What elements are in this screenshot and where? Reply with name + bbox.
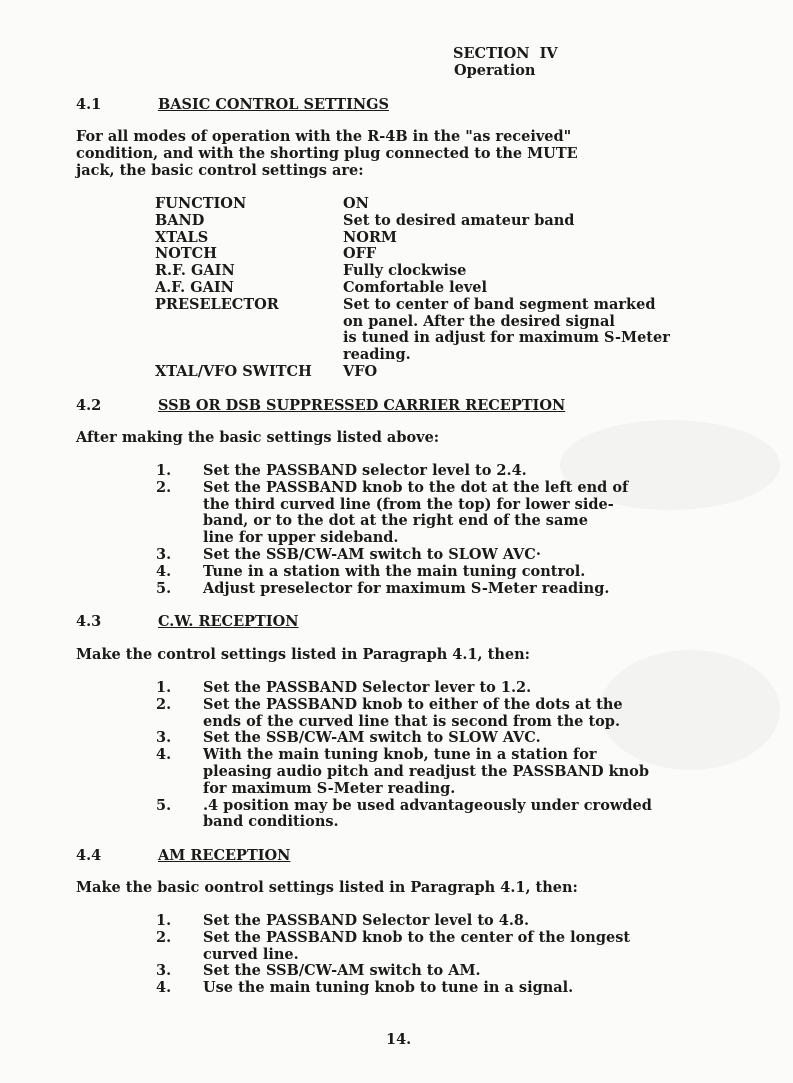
heading-number: 4.4 — [76, 847, 102, 864]
setting-row — [155, 263, 723, 280]
text-line: Set the SSB/CW-AM switch to SLOW AVC· — [203, 545, 541, 563]
list-item-number: 1. — [156, 912, 172, 929]
setting-value — [343, 280, 723, 297]
heading-title: BASIC CONTROL SETTINGS — [158, 96, 389, 113]
list-item — [156, 564, 628, 581]
heading-title: SSB OR DSB SUPPRESSED CARRIER RECEPTION — [158, 397, 566, 414]
list-item-number: 2. — [156, 928, 172, 946]
list-item — [156, 463, 628, 480]
setting-control-name: NOTCH — [155, 245, 217, 263]
text-line: Set the PASSBAND knob to the center of the longest — [203, 928, 631, 946]
list-item-text — [203, 463, 527, 480]
setting-row — [155, 364, 723, 381]
setting-value — [343, 230, 723, 247]
paragraph-4-1-intro — [76, 129, 726, 179]
setting-control-name: PRESELECTOR — [155, 295, 279, 313]
list-item-number: 3. — [156, 545, 172, 563]
list-4-3 — [156, 680, 652, 831]
text-line: VFO — [343, 362, 378, 380]
list-item-number: 4. — [156, 562, 172, 580]
list-item-text — [203, 480, 628, 547]
list-item-number: 1. — [156, 462, 172, 479]
list-item-text — [203, 564, 585, 581]
list-item — [156, 581, 628, 598]
list-item — [156, 798, 652, 832]
setting-control-name: XTALS — [155, 228, 209, 246]
text-line: the third curved line (from the top) for lower side- — [203, 495, 614, 513]
text-line: Set the PASSBAND knob to the dot at the left end of — [203, 478, 629, 496]
text-line: ends of the curved line that is second from the top. — [203, 712, 620, 730]
text-line: Set the PASSBAND knob to either of the dots at the — [203, 695, 623, 713]
setting-row — [155, 230, 723, 247]
text-line: Fully clockwise — [343, 262, 467, 280]
text-line: band conditions. — [203, 813, 339, 831]
list-item — [156, 697, 652, 731]
setting-row — [155, 280, 723, 297]
list-item-number: 4. — [156, 979, 172, 997]
section-title: SECTION IV — [453, 45, 558, 62]
setting-control-name: XTAL/VFO SWITCH — [155, 362, 312, 380]
list-item-text — [203, 913, 529, 930]
setting-row — [155, 246, 723, 263]
text-line: for maximum S-Meter reading. — [203, 779, 456, 797]
text-line: Use the main tuning knob to tune in a signal. — [203, 979, 574, 997]
list-item-text — [203, 747, 649, 797]
text-line: Set to center of band segment marked — [343, 295, 656, 313]
settings-table — [155, 196, 723, 381]
text-line: jack, the basic control settings are: — [76, 161, 364, 179]
text-line: Make the basic oontrol settings listed in Paragraph 4.1, then: — [76, 879, 578, 896]
text-line: Adjust preselector for maximum S-Meter reading. — [203, 579, 610, 597]
text-line: curved line. — [203, 945, 299, 963]
heading-title: AM RECEPTION — [158, 847, 291, 864]
list-item — [156, 680, 652, 697]
text-line: line for upper sideband. — [203, 529, 399, 547]
setting-row — [155, 297, 723, 364]
text-line: is tuned in adjust for maximum S-Meter — [343, 329, 670, 347]
text-line: on panel. After the desired signal — [343, 312, 615, 330]
setting-control-name: A.F. GAIN — [155, 278, 234, 296]
heading-number: 4.3 — [76, 613, 102, 630]
text-line: After making the basic settings listed above: — [76, 429, 440, 446]
list-item-number: 3. — [156, 962, 172, 980]
setting-control-name: FUNCTION — [155, 195, 247, 212]
text-line: For all modes of operation with the R-4B in the "as received" — [76, 128, 572, 145]
text-line: Set the SSB/CW-AM switch to AM. — [203, 962, 481, 980]
text-line: Set the SSB/CW-AM switch to SLOW AVC. — [203, 729, 541, 747]
list-item — [156, 913, 630, 930]
text-line: Comfortable level — [343, 278, 488, 296]
setting-value — [343, 263, 723, 280]
setting-value — [343, 297, 723, 364]
heading-number: 4.1 — [76, 96, 102, 113]
text-line: pleasing audio pitch and readjust the PASSBAND knob — [203, 762, 649, 780]
text-line: Set to desired amateur band — [343, 211, 575, 229]
text-line: condition, and with the shorting plug connected to the MUTE — [76, 144, 578, 162]
text-line: Set the PASSBAND Selector lever to 1.2. — [203, 679, 532, 696]
setting-control-name: R.F. GAIN — [155, 262, 235, 280]
setting-value — [343, 364, 723, 381]
paragraph-4-3-intro — [76, 647, 726, 664]
list-4-4 — [156, 913, 630, 997]
setting-row — [155, 196, 723, 213]
setting-value — [343, 196, 723, 213]
text-line: NORM — [343, 228, 397, 246]
heading-title: C.W. RECEPTION — [158, 613, 299, 630]
text-line: Tune in a station with the main tuning control. — [203, 562, 586, 580]
list-item — [156, 930, 630, 964]
list-item-text — [203, 930, 630, 964]
text-line: With the main tuning knob, tune in a station for — [203, 746, 597, 764]
list-item-text — [203, 798, 652, 832]
setting-value — [343, 213, 723, 230]
list-item — [156, 963, 630, 980]
list-item — [156, 730, 652, 747]
list-item-number: 2. — [156, 478, 172, 496]
list-item-number: 5. — [156, 579, 172, 597]
list-item-text — [203, 980, 573, 997]
list-item-text — [203, 730, 541, 747]
list-item-text — [203, 680, 531, 697]
text-line: OFF — [343, 245, 377, 263]
section-header — [453, 45, 558, 79]
text-line: Set the PASSBAND selector level to 2.4. — [203, 462, 527, 479]
text-line: reading. — [343, 346, 411, 364]
list-item-number: 2. — [156, 695, 172, 713]
list-item-text — [203, 963, 481, 980]
list-item-number: 4. — [156, 746, 172, 764]
text-line: .4 position may be used advantageously under crowded — [203, 796, 652, 814]
paragraph-4-2-intro — [76, 430, 726, 447]
section-subtitle: Operation — [454, 62, 536, 79]
text-line: band, or to the dot at the right end of the same — [203, 512, 588, 530]
list-item — [156, 980, 630, 997]
list-item-number: 5. — [156, 796, 172, 814]
setting-value — [343, 246, 723, 263]
page-number: 14. — [386, 1031, 412, 1048]
list-item-number: 1. — [156, 679, 172, 696]
list-item-text — [203, 581, 609, 598]
setting-row — [155, 213, 723, 230]
text-line: Make the control settings listed in Paragraph 4.1, then: — [76, 646, 530, 663]
setting-control-name: BAND — [155, 211, 205, 229]
paragraph-4-4-intro — [76, 880, 726, 897]
list-item — [156, 747, 652, 797]
text-line: Set the PASSBAND Selector level to 4.8. — [203, 912, 530, 929]
text-line: ON — [343, 195, 369, 212]
list-item-text — [203, 697, 623, 731]
heading-number: 4.2 — [76, 397, 102, 414]
list-4-2 — [156, 463, 628, 597]
list-item — [156, 480, 628, 547]
list-item — [156, 547, 628, 564]
list-item-text — [203, 547, 541, 564]
list-item-number: 3. — [156, 729, 172, 747]
